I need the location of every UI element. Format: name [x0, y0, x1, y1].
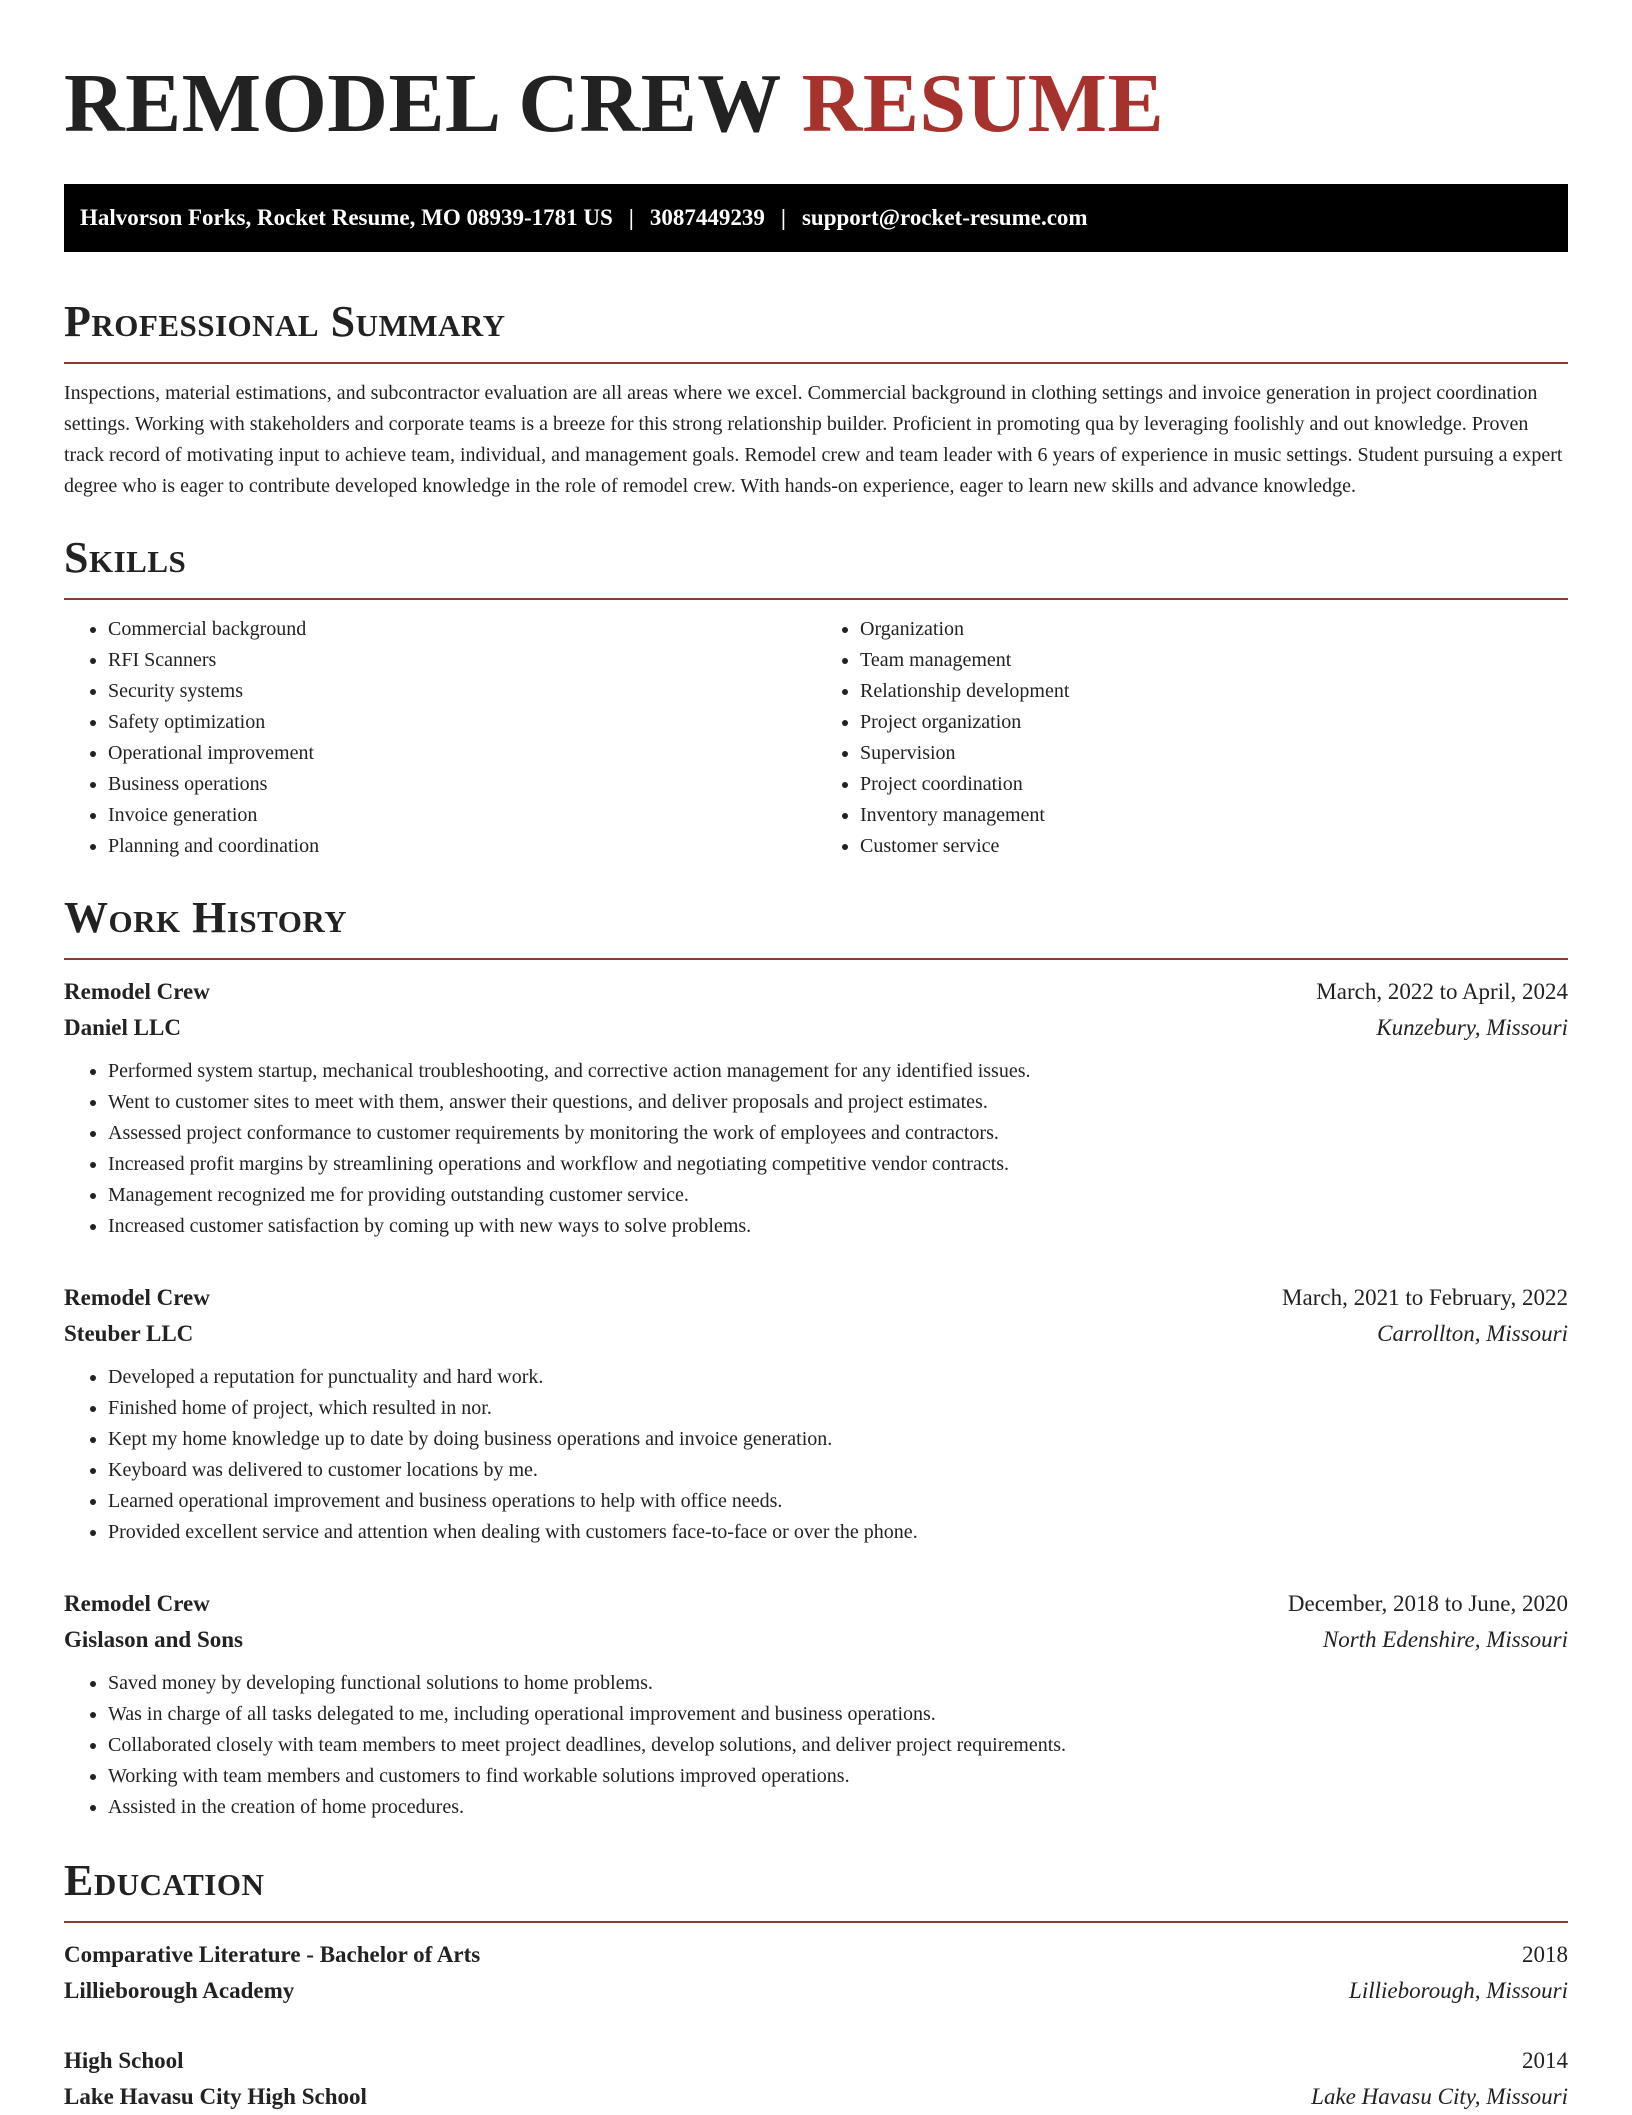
job-bullet: • Assisted in the creation of home procedures.: [108, 1792, 1568, 1823]
contact-separator: |: [628, 205, 634, 230]
job-bullets: [64, 1056, 1568, 1242]
section-divider: [64, 362, 1568, 364]
skill-item: • Operational improvement: [108, 738, 816, 769]
job-bullet: • Increased customer satisfaction by coming up with new ways to solve problems.: [108, 1211, 1568, 1242]
job-bullet: • Working with team members and customers to find workable solutions improved operations.: [108, 1761, 1568, 1792]
job-dates: March, 2021 to February, 2022: [1282, 1285, 1568, 1310]
job-entry: [64, 1280, 1568, 1548]
education-school: Lake Havasu City High School: [64, 2084, 367, 2109]
job-bullet: • Was in charge of all tasks delegated to me, including operational improvement and business operations.: [108, 1699, 1568, 1730]
skill-item: • Planning and coordination: [108, 831, 816, 862]
skill-item: • Inventory management: [860, 800, 1568, 831]
education-degree: Comparative Literature - Bachelor of Arts: [64, 1942, 481, 1967]
skill-item: • Commercial background: [108, 614, 816, 645]
section-divider: [64, 598, 1568, 600]
skill-item: • Security systems: [108, 676, 816, 707]
job-bullet: • Provided excellent service and attention when dealing with customers face-to-face or over the phone.: [108, 1517, 1568, 1548]
education-year: 2014: [1522, 2048, 1568, 2073]
skill-item: • Safety optimization: [108, 707, 816, 738]
education-header-row: [64, 1937, 1568, 1973]
job-dates: March, 2022 to April, 2024: [1316, 979, 1568, 1004]
job-dates: December, 2018 to June, 2020: [1287, 1591, 1568, 1616]
education-location: Lake Havasu City, Missouri: [1311, 2084, 1568, 2109]
section-title-work: Work History: [64, 893, 348, 942]
job-bullet: • Went to customer sites to meet with them, answer their questions, and deliver proposals and project estimates.: [108, 1087, 1568, 1118]
job-bullets: [64, 1668, 1568, 1823]
job-company: Gislason and Sons: [64, 1627, 243, 1652]
education-school-row: [64, 1973, 1568, 2009]
contact-separator: |: [780, 205, 786, 230]
contact-phone: 3087449239: [649, 205, 765, 230]
education-list: [64, 1937, 1568, 2115]
skill-item: • Business operations: [108, 769, 816, 800]
job-bullet: • Learned operational improvement and business operations to help with office needs.: [108, 1486, 1568, 1517]
education-school: Lillieborough Academy: [64, 1978, 295, 2003]
job-company: Steuber LLC: [64, 1321, 194, 1346]
title-resume-word: RESUME: [801, 57, 1165, 150]
job-bullets: [64, 1362, 1568, 1548]
summary-text: Inspections, material estimations, and subcontractor evaluation are all areas where we excel. Commercial background in clothing settings and invoice generation in project coordination settings. Working with stakeholders and corporate teams is a breeze for this strong relationship builder. Proficient in promoting qua by leveraging foolishly and out knowledge. Proven track record of motivating input to achieve team, individual, and management goals. Remodel crew and team leader with 6 years of experience in music settings. Student pursuing a expert degree who is eager to contribute developed knowledge in the role of remodel crew. With hands-on experience, eager to learn new skills and advance knowledge.: [64, 382, 1563, 497]
skill-item: • Organization: [860, 614, 1568, 645]
job-bullet: • Developed a reputation for punctuality and hard work.: [108, 1362, 1568, 1393]
job-company-row: [64, 1010, 1568, 1046]
contact-address: Halvorson Forks, Rocket Resume, MO 08939-1781 US: [80, 205, 613, 230]
job-company: Daniel LLC: [64, 1015, 181, 1040]
skills-section: [64, 532, 1568, 862]
education-degree: High School: [64, 2048, 184, 2073]
job-location: North Edenshire, Missouri: [1322, 1627, 1568, 1652]
work-section: [64, 892, 1568, 1823]
job-bullet: • Keyboard was delivered to customer locations by me.: [108, 1455, 1568, 1486]
education-location: Lillieborough, Missouri: [1349, 1978, 1568, 2003]
skills-grid: [64, 614, 1568, 862]
section-divider: [64, 958, 1568, 960]
summary-section: [64, 296, 1568, 502]
skills-list-left: [64, 614, 816, 862]
education-entry: [64, 2043, 1568, 2115]
skill-item: • Customer service: [860, 831, 1568, 862]
job-position: Remodel Crew: [64, 979, 210, 1004]
job-position: Remodel Crew: [64, 1285, 210, 1310]
education-school-row: [64, 2079, 1568, 2115]
job-bullet: • Performed system startup, mechanical troubleshooting, and corrective action management for any identified issues.: [108, 1056, 1568, 1087]
job-bullet: • Increased profit margins by streamlining operations and workflow and negotiating competitive vendor contracts.: [108, 1149, 1568, 1180]
job-bullet: • Saved money by developing functional solutions to home problems.: [108, 1668, 1568, 1699]
skills-list-right: [816, 614, 1568, 862]
job-entry: [64, 1586, 1568, 1823]
skill-item: • Project coordination: [860, 769, 1568, 800]
education-entry: [64, 1937, 1568, 2009]
job-bullet: • Kept my home knowledge up to date by doing business operations and invoice generation.: [108, 1424, 1568, 1455]
job-bullet: • Assessed project conformance to customer requirements by monitoring the work of employees and contractors.: [108, 1118, 1568, 1149]
section-title-skills: Skills: [64, 533, 187, 582]
resume-title: [64, 0, 1568, 152]
education-header-row: [64, 2043, 1568, 2079]
title-name: REMODEL CREW: [64, 57, 781, 150]
skill-item: • Team management: [860, 645, 1568, 676]
job-bullet: • Finished home of project, which resulted in nor.: [108, 1393, 1568, 1424]
job-header-row: [64, 974, 1568, 1010]
skill-item: • Project organization: [860, 707, 1568, 738]
section-title-education: Education: [64, 1856, 265, 1905]
contact-bar: [64, 184, 1568, 252]
job-location: Kunzebury, Missouri: [1376, 1015, 1568, 1040]
job-bullet: • Collaborated closely with team members to meet project deadlines, develop solutions, and deliver project requirements.: [108, 1730, 1568, 1761]
skill-item: • Invoice generation: [108, 800, 816, 831]
job-header-row: [64, 1280, 1568, 1316]
job-bullet: • Management recognized me for providing outstanding customer service.: [108, 1180, 1568, 1211]
job-list: [64, 974, 1568, 1823]
job-company-row: [64, 1622, 1568, 1658]
education-section: [64, 1855, 1568, 2115]
skill-item: • Relationship development: [860, 676, 1568, 707]
skill-item: • RFI Scanners: [108, 645, 816, 676]
job-entry: [64, 974, 1568, 1242]
contact-email: support@rocket-resume.com: [801, 205, 1088, 230]
job-location: Carrollton, Missouri: [1377, 1321, 1568, 1346]
section-title-summary: Professional Summary: [64, 297, 506, 346]
skill-item: • Supervision: [860, 738, 1568, 769]
section-divider: [64, 1921, 1568, 1923]
education-year: 2018: [1522, 1942, 1568, 1967]
job-header-row: [64, 1586, 1568, 1622]
job-position: Remodel Crew: [64, 1591, 210, 1616]
job-company-row: [64, 1316, 1568, 1352]
